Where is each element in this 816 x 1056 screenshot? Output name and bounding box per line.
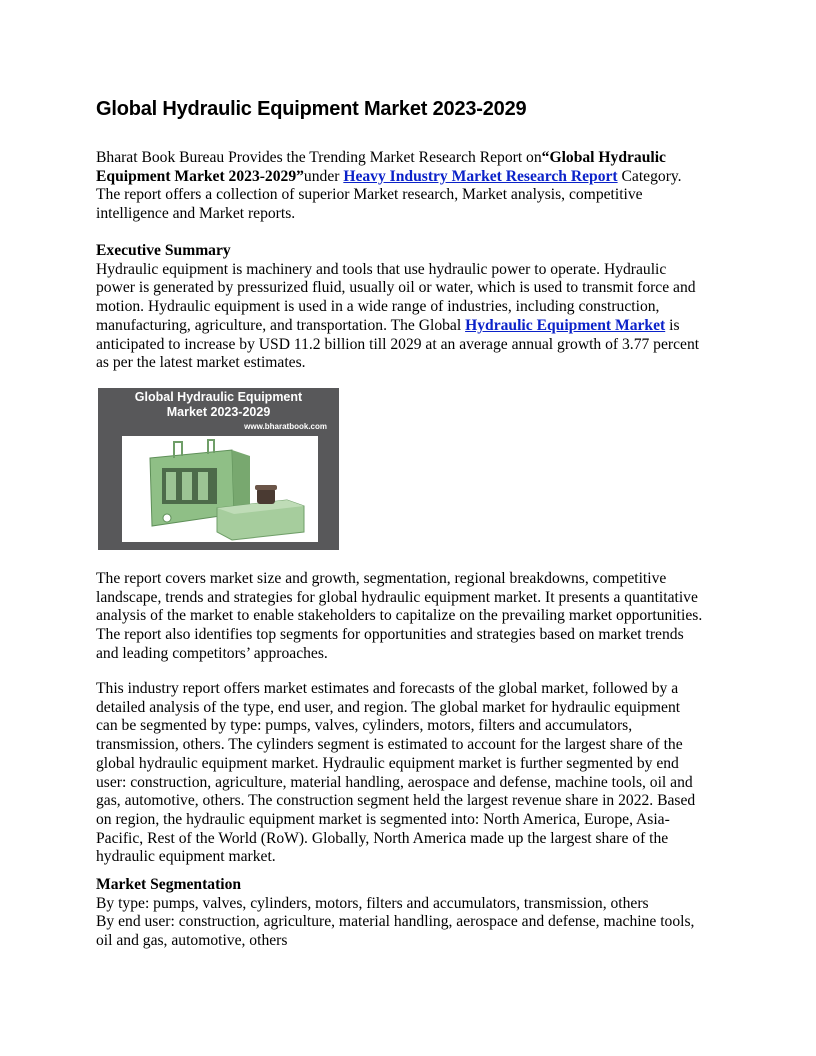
- executive-summary-heading: Executive Summary: [96, 242, 231, 259]
- market-segmentation: [96, 876, 694, 951]
- page-title: Global Hydraulic Equipment Market 2023-2029: [96, 98, 527, 120]
- summary-text: as per the latest market estimates.: [96, 354, 306, 372]
- paragraph-line: detailed analysis of the type, end user, and region. The global market for hydraulic equipment: [96, 698, 681, 716]
- summary-text: motion. Hydraulic equipment is used in a wide range of industries, including construction,: [96, 298, 660, 316]
- paragraph-line: This industry report offers market estimates and forecasts of the global market, followed by a: [96, 680, 679, 697]
- report-name-cont: Equipment Market 2023-2029”: [96, 167, 304, 185]
- segmentation-line: By type: pumps, valves, cylinders, motors, filters and accumulators, transmission, others: [96, 894, 649, 912]
- cover-url: www.bharatbook.com: [244, 422, 327, 431]
- market-link[interactable]: Hydraulic Equipment Market: [465, 316, 666, 334]
- hydraulic-press-illustration: [122, 436, 318, 542]
- paragraph-line: can be segmented by type: pumps, valves, cylinders, motors, filters and accumulators,: [96, 717, 633, 735]
- paragraph-line: The report also identifies top segments for opportunities and strategies based on market trends: [96, 626, 684, 644]
- paragraph-line: user: construction, agriculture, material handling, aerospace and defense, machine tools, oil and: [96, 773, 693, 791]
- summary-text: Hydraulic equipment is machinery and tools that use hydraulic power to operate. Hydraulic: [96, 260, 667, 278]
- paragraph-line: and leading competitors’ approaches.: [96, 644, 328, 662]
- summary-text: anticipated to increase by USD 11.2 billion till 2029 at an average annual growth of 3.77 percent: [96, 335, 700, 353]
- paragraph-line: landscape, trends and strategies for global hydraulic equipment market. It presents a quantitative: [96, 588, 698, 606]
- intro-text: under: [303, 167, 344, 185]
- summary-text: manufacturing, agriculture, and transportation. The Global: [96, 316, 466, 334]
- cover-title-line: Market 2023-2029: [166, 404, 271, 419]
- intro-text: Category.: [617, 167, 682, 185]
- summary-text: is: [665, 316, 680, 334]
- executive-summary: [96, 242, 699, 373]
- paragraph-line: on region, the hydraulic equipment market is segmented into: North America, Europe, Asia-: [96, 810, 670, 828]
- hydraulic-press-photo: [122, 436, 318, 542]
- intro-text: intelligence and Market reports.: [96, 205, 296, 223]
- paragraph-line: gas, automotive, others. The construction segment held the largest revenue share in 2022. Based: [96, 792, 696, 810]
- category-link[interactable]: Heavy Industry Market Research Report: [343, 167, 618, 185]
- intro-paragraph: [96, 149, 682, 224]
- paragraph-line: analysis of the market to enable stakeholders to capitalize on the prevailing market opportunities.: [96, 607, 703, 625]
- cover-title-line: Global Hydraulic Equipment: [134, 390, 303, 404]
- intro-text: The report offers a collection of superior Market research, Market analysis, competitive: [96, 186, 643, 204]
- overview-paragraph: [96, 570, 702, 664]
- paragraph-line: transmission, others. The cylinders segment is estimated to account for the largest share of the: [96, 736, 683, 754]
- paragraph-line: hydraulic equipment market.: [96, 848, 276, 866]
- segmentation-line: By end user: construction, agriculture, material handling, aerospace and defense, machine tools,: [96, 913, 695, 931]
- paragraph-line: The report covers market size and growth, segmentation, regional breakdowns, competitive: [96, 570, 667, 587]
- summary-text: power is generated by pressurized fluid, usually oil or water, which is used to transmit force and: [96, 279, 696, 297]
- segmentation-line: oil and gas, automotive, others: [96, 932, 288, 950]
- cover-title: [98, 390, 339, 419]
- paragraph-line: Pacific, Rest of the World (RoW). Globally, North America made up the largest share of the: [96, 829, 669, 847]
- intro-text: Bharat Book Bureau Provides the Trending Market Research Report on: [96, 149, 542, 166]
- report-name: “Global Hydraulic: [541, 149, 666, 166]
- analysis-paragraph: [96, 680, 695, 867]
- segmentation-heading: Market Segmentation: [96, 876, 242, 893]
- report-cover-image: [98, 388, 339, 550]
- paragraph-line: global hydraulic equipment market. Hydraulic equipment market is further segmented by end: [96, 754, 679, 772]
